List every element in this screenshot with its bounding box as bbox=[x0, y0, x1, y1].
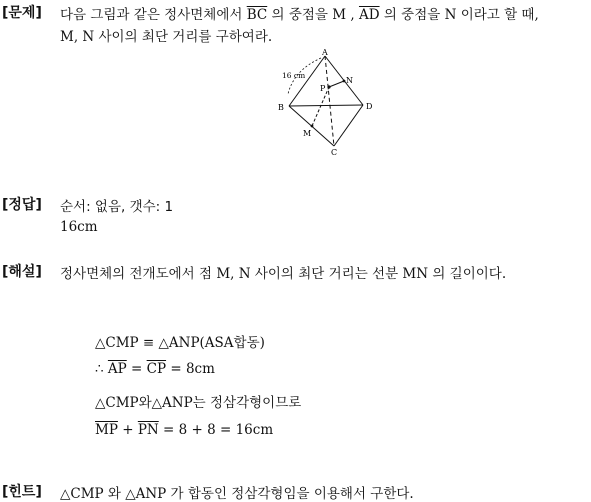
point-n bbox=[343, 80, 346, 83]
problem-text-line2: M, N 사이의 최단 거리를 구하여라. bbox=[60, 29, 273, 45]
equation-result: = 8cm bbox=[166, 361, 215, 377]
explanation-label: [해설] bbox=[2, 264, 42, 280]
plus-sign: + bbox=[117, 422, 138, 438]
edge-cd bbox=[334, 105, 363, 146]
segment-pn-text: $\overline{PN}$ bbox=[137, 422, 159, 438]
equation-ap-cp bbox=[95, 361, 215, 377]
point-label-m: M bbox=[303, 129, 312, 138]
therefore-symbol: ∴ bbox=[95, 361, 108, 377]
segment-pn bbox=[329, 81, 344, 87]
answer-meta: 순서: 없음, 갯수: 1 bbox=[60, 199, 174, 215]
problem-text-part: 의 중점을 M , bbox=[267, 7, 359, 23]
tetrahedron-figure bbox=[272, 48, 382, 160]
hint-label: [힌트] bbox=[2, 484, 42, 500]
problem-text-line1 bbox=[60, 3, 539, 23]
equation-mn-length bbox=[95, 422, 273, 438]
segment-mp-text: $\overline{MP}$ bbox=[95, 422, 118, 438]
edge-ac-dashed bbox=[325, 56, 334, 146]
answer-value: 16cm bbox=[60, 219, 98, 235]
equation-equilateral: △CMP와△ANP는 정삼각형이므로 bbox=[95, 395, 302, 411]
equals-sign: = bbox=[126, 361, 147, 377]
equation-congruence: △CMP ≡ △ANP(ASA합동) bbox=[95, 335, 265, 351]
segment-bc: $\overline{BC}$ bbox=[246, 7, 268, 23]
edge-bd bbox=[289, 105, 363, 106]
explanation-text: 정사면체의 전개도에서 점 M, N 사이의 최단 거리는 선분 MN 의 길이이다. bbox=[60, 266, 507, 282]
point-p bbox=[327, 85, 330, 88]
problem-label: [문제] bbox=[2, 5, 42, 21]
hint-text: △CMP 와 △ANP 가 합동인 정삼각형임을 이용해서 구한다. bbox=[60, 486, 414, 502]
problem-text-part: 다음 그림과 같은 정사면체에서 bbox=[60, 7, 247, 23]
segment-ad: $\overline{AD}$ bbox=[358, 7, 380, 23]
segment-cp: $\overline{CP}$ bbox=[146, 361, 167, 377]
edge-length-label: 16 cm bbox=[282, 71, 306, 80]
point-label-p: P bbox=[320, 84, 326, 93]
vertex-label-c: C bbox=[331, 148, 338, 157]
answer-label: [정답] bbox=[2, 197, 42, 213]
segment-ap: $\overline{AP}$ bbox=[107, 361, 127, 377]
edge-ab bbox=[289, 56, 325, 106]
vertex-label-b: B bbox=[278, 103, 284, 112]
vertex-label-d: D bbox=[366, 102, 373, 111]
problem-text-part: 의 중점을 N 이라고 할 때, bbox=[379, 7, 539, 23]
point-m bbox=[311, 125, 314, 128]
point-label-n: N bbox=[346, 76, 353, 85]
vertex-label-a: A bbox=[322, 48, 328, 57]
equation-result: = 8 + 8 = 16cm bbox=[158, 422, 274, 438]
